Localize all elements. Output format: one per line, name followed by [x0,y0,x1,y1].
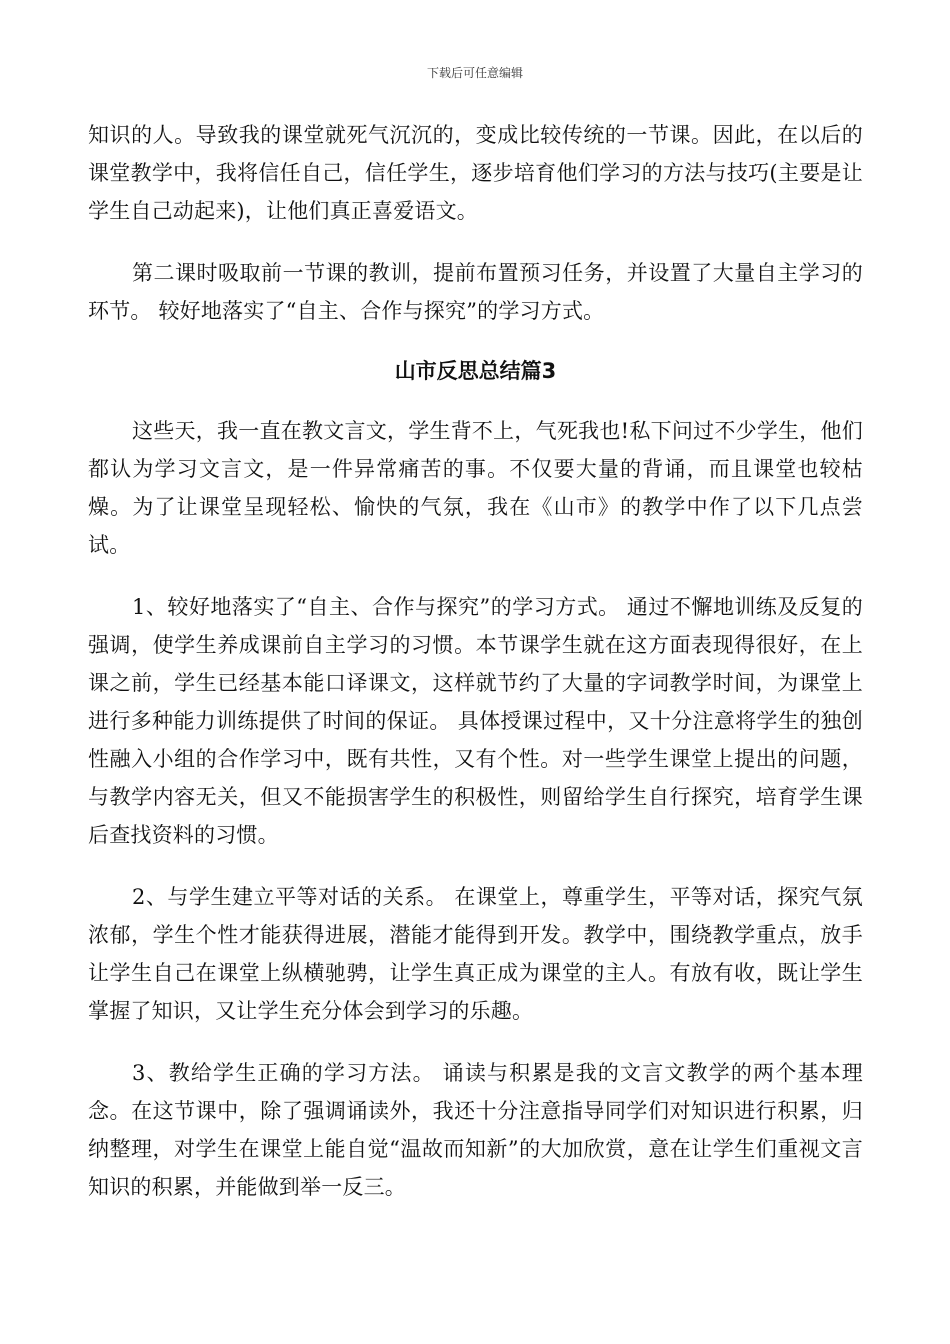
paragraph-intro: 这些天，我一直在教文言文，学生背不上，气死我也!私下问过不少学生，他们都认为学习文言文，是一件异常痛苦的事。不仅要大量的背诵，而且课堂也较枯燥。为了让课堂呈现轻松、愉快的气氛，我在《山市》的教学中作了以下几点尝试。 [88,419,863,557]
page-header: 下载后可任意编辑 [426,66,523,80]
section-title: 山市反思总结篇3 [394,359,557,383]
paragraph-continuation: 知识的人。导致我的课堂就死气沉沉的，变成比较传统的一节课。因此，在以后的课堂教学中，我将信任自己，信任学生，逐步培育他们学习的方法与技巧(主要是让学生自己动起来)，让他们真正喜爱语文。 [88,123,863,223]
paragraph-point-1: 1、较好地落实了“自主、合作与探究”的学习方式。 通过不懈地训练及反复的强调，使学生养成课前自主学习的习惯。本节课学生就在这方面表现得很好，在上课之前，学生已经基本能口译课文，这样就节约了大量的字词教学时间，为课堂上进行多种能力训练提供了时间的保证。 具体授课过程中，又十分注意将学生的独创性融入小组的合作学习中，既有共性，又有个性。对一些学生课堂上提出的问题，与教学内容无关，但又不能损害学生的积极性，则留给学生自行探究，培育学生课后查找资料的习惯。 [88,595,863,847]
paragraph-point-2: 2、与学生建立平等对话的关系。 在课堂上，尊重学生，平等对话，探究气氛浓郁，学生个性才能获得进展，潜能才能得到开发。教学中，围绕教学重点，放手让学生自己在课堂上纵横驰骋，让学生真正成为课堂的主人。有放有收，既让学生掌握了知识，又让学生充分体会到学习的乐趣。 [88,885,863,1023]
paragraph-second-lesson: 第二课时吸取前一节课的教训，提前布置预习任务，并设置了大量自主学习的环节。 较好地落实了“自主、合作与探究”的学习方式。 [88,261,863,323]
paragraph-point-3: 3、教给学生正确的学习方法。 诵读与积累是我的文言文教学的两个基本理念。在这节课中，除了强调诵读外，我还十分注意指导同学们对知识进行积累，归纳整理，对学生在课堂上能自觉“温故而知新”的大加欣赏，意在让学生们重视文言知识的积累，并能做到举一反三。 [88,1061,863,1199]
document-body [88,116,863,1230]
